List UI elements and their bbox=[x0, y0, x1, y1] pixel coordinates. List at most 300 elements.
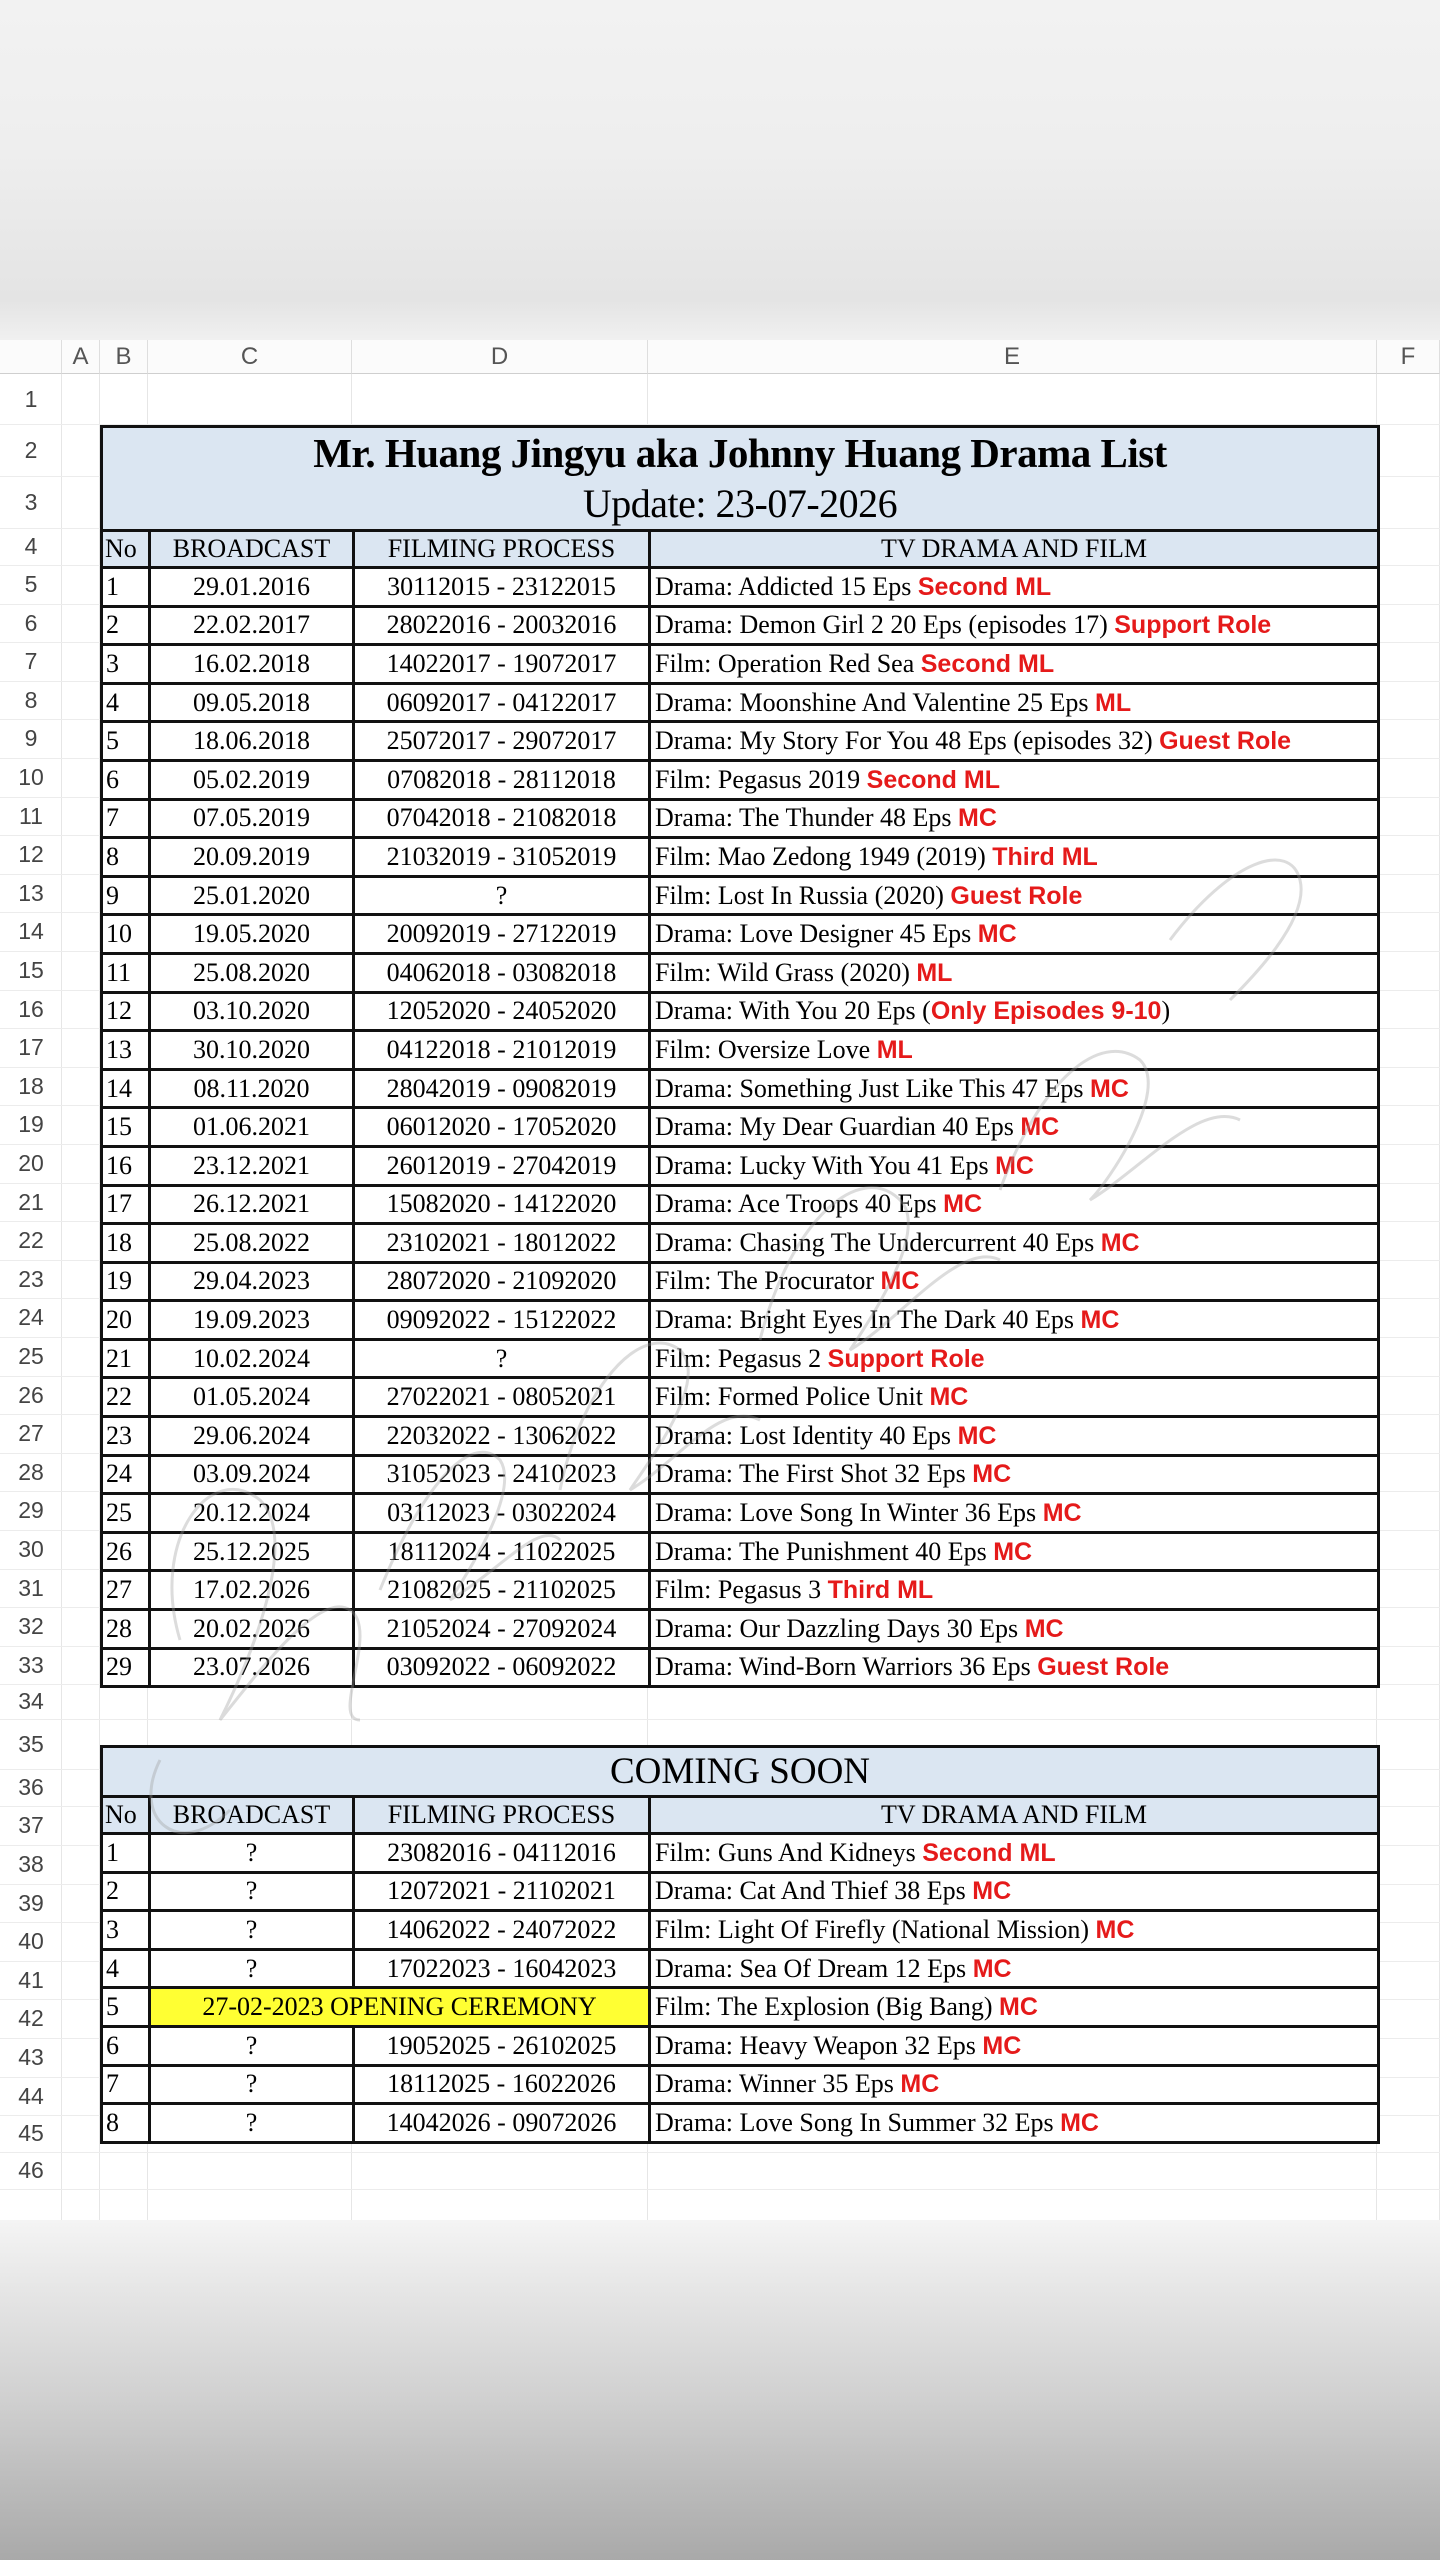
role-label: MC bbox=[1100, 1228, 1140, 1257]
cell-no[interactable]: 7 bbox=[102, 2065, 150, 2104]
cell-no[interactable]: 25 bbox=[102, 1494, 150, 1533]
table-row bbox=[102, 2104, 1379, 2143]
cell-no[interactable]: 2 bbox=[102, 606, 150, 645]
cell-title[interactable] bbox=[650, 606, 1379, 645]
cell-broadcast[interactable]: ? bbox=[150, 1834, 354, 1873]
cell-title[interactable] bbox=[650, 645, 1379, 684]
row-header[interactable]: 1 bbox=[24, 386, 38, 412]
coming-soon-table bbox=[100, 1745, 1380, 2144]
cell-title[interactable] bbox=[650, 915, 1379, 954]
cell-filming-process[interactable]: 21032019 - 31052019 bbox=[354, 838, 650, 877]
cell-title[interactable] bbox=[650, 1834, 1379, 1873]
row-header[interactable]: 25 bbox=[18, 1343, 44, 1369]
cell-title[interactable] bbox=[650, 1031, 1379, 1070]
table-row bbox=[102, 1610, 1379, 1649]
row-header[interactable]: 29 bbox=[18, 1497, 44, 1524]
cell-no[interactable]: 4 bbox=[102, 1949, 150, 1988]
table-row bbox=[102, 1834, 1379, 1873]
column-header[interactable]: C bbox=[148, 340, 352, 374]
cell-title[interactable] bbox=[650, 1648, 1379, 1687]
title-text: Drama: Lucky With You 41 Eps bbox=[655, 1150, 996, 1180]
grid-line bbox=[0, 2189, 1440, 2190]
cell-no[interactable]: 7 bbox=[102, 799, 150, 838]
cell-title[interactable] bbox=[650, 2104, 1379, 2143]
cell-filming-process[interactable]: 12052020 - 24052020 bbox=[354, 992, 650, 1031]
row-header[interactable]: 9 bbox=[24, 725, 38, 752]
cell-title[interactable] bbox=[650, 953, 1379, 992]
cell-broadcast[interactable]: 25.01.2020 bbox=[150, 876, 354, 915]
header-no: No bbox=[102, 1797, 150, 1834]
column-header[interactable]: E bbox=[648, 340, 1377, 374]
row-header[interactable]: 43 bbox=[18, 2044, 44, 2070]
cell-no[interactable]: 28 bbox=[102, 1610, 150, 1649]
role-label: MC bbox=[1042, 1499, 1082, 1528]
grid-line bbox=[0, 1719, 1440, 1720]
cell-title[interactable] bbox=[650, 838, 1379, 877]
cell-title[interactable] bbox=[650, 722, 1379, 761]
header-broadcast: BROADCAST bbox=[150, 1797, 354, 1834]
role-label: MC bbox=[982, 2031, 1022, 2060]
cell-title[interactable] bbox=[650, 1185, 1379, 1224]
row-header[interactable]: 33 bbox=[18, 1651, 44, 1678]
cell-filming-process[interactable]: 31052023 - 24102023 bbox=[354, 1455, 650, 1494]
table-row bbox=[102, 1417, 1379, 1456]
table-row bbox=[102, 1339, 1379, 1378]
cell-filming-process[interactable]: 04062018 - 03082018 bbox=[354, 953, 650, 992]
table-row bbox=[102, 1648, 1379, 1687]
cell-broadcast[interactable]: 23.07.2026 bbox=[150, 1648, 354, 1687]
table-row bbox=[102, 1262, 1379, 1301]
table-row bbox=[102, 1494, 1379, 1533]
row-header[interactable]: 34 bbox=[18, 1688, 44, 1715]
cell-title[interactable] bbox=[650, 760, 1379, 799]
role-label: Support Role bbox=[1114, 611, 1272, 640]
row-header[interactable]: 41 bbox=[18, 1966, 44, 1993]
title-text: Film: Oversize Love bbox=[655, 1034, 877, 1064]
role-label: MC bbox=[1090, 1074, 1129, 1103]
cell-no[interactable]: 23 bbox=[102, 1417, 150, 1456]
cell-broadcast[interactable]: 03.09.2024 bbox=[150, 1455, 354, 1494]
row-header[interactable]: 18 bbox=[18, 1072, 44, 1099]
cell-no[interactable]: 21 bbox=[102, 1339, 150, 1378]
cell-filming-process[interactable]: ? bbox=[354, 1339, 650, 1378]
cell-broadcast[interactable]: ? bbox=[150, 2104, 354, 2143]
title-text: Drama: Wind-Born Warriors 36 Eps bbox=[655, 1652, 1038, 1682]
cell-broadcast[interactable]: 20.12.2024 bbox=[150, 1494, 354, 1533]
table-row bbox=[102, 838, 1379, 877]
role-label: ML bbox=[916, 958, 953, 987]
role-label: MC bbox=[1080, 1306, 1120, 1335]
role-label: MC bbox=[1095, 1915, 1135, 1944]
title-suffix: ) bbox=[1161, 996, 1171, 1026]
role-label: Second ML bbox=[917, 572, 1052, 601]
role-label: MC bbox=[1060, 2108, 1099, 2137]
row-header[interactable]: 35 bbox=[18, 1731, 44, 1758]
cell-no[interactable]: 27 bbox=[102, 1571, 150, 1610]
cell-title[interactable] bbox=[650, 1262, 1379, 1301]
role-label: Guest Role bbox=[950, 881, 1083, 910]
cell-no[interactable]: 8 bbox=[102, 2104, 150, 2143]
cell-broadcast[interactable]: 23.12.2021 bbox=[150, 1146, 354, 1185]
cell-filming-process[interactable]: 03112023 - 03022024 bbox=[354, 1494, 650, 1533]
cell-no[interactable]: 2 bbox=[102, 1872, 150, 1911]
table-row bbox=[102, 1185, 1379, 1224]
role-label: MC bbox=[943, 1190, 983, 1219]
cell-no[interactable]: 5 bbox=[102, 1988, 150, 2027]
role-label: MC bbox=[977, 920, 1017, 949]
row-header[interactable]: 28 bbox=[18, 1458, 44, 1485]
cell-broadcast[interactable]: 01.05.2024 bbox=[150, 1378, 354, 1417]
cell-filming-process[interactable]: 22032022 - 13062022 bbox=[354, 1417, 650, 1456]
row-header[interactable]: 17 bbox=[18, 1034, 44, 1061]
cell-title[interactable] bbox=[650, 1224, 1379, 1263]
cell-no[interactable]: 11 bbox=[102, 953, 150, 992]
cell-no[interactable]: 6 bbox=[102, 760, 150, 799]
title-text: Film: Formed Police Unit bbox=[655, 1382, 930, 1412]
row-header[interactable]: 20 bbox=[18, 1150, 44, 1176]
cell-no[interactable]: 18 bbox=[102, 1224, 150, 1263]
cell-title[interactable] bbox=[650, 683, 1379, 722]
cell-filming-process[interactable]: 15082020 - 14122020 bbox=[354, 1185, 650, 1224]
row-header[interactable]: 42 bbox=[18, 2005, 44, 2032]
cell-no[interactable]: 8 bbox=[102, 838, 150, 877]
cell-no[interactable]: 13 bbox=[102, 1031, 150, 1070]
row-header[interactable]: 10 bbox=[18, 764, 44, 790]
title-text: Drama: My Story For You 48 Eps (episodes 32) bbox=[655, 726, 1160, 756]
column-header[interactable]: B bbox=[100, 340, 148, 374]
table-row bbox=[102, 722, 1379, 761]
cell-no[interactable]: 1 bbox=[102, 1834, 150, 1873]
title-text: Drama: Love Song In Summer 32 Eps bbox=[655, 2107, 1061, 2137]
cell-broadcast[interactable]: ? bbox=[150, 1911, 354, 1950]
title-text: Film: Pegasus 2019 bbox=[655, 764, 867, 794]
cell-filming-process[interactable]: 07082018 - 28112018 bbox=[354, 760, 650, 799]
cell-broadcast[interactable]: 10.02.2024 bbox=[150, 1339, 354, 1378]
role-label: ML bbox=[1095, 688, 1132, 717]
cell-title[interactable] bbox=[650, 1378, 1379, 1417]
table-row bbox=[102, 1069, 1379, 1108]
row-header[interactable]: 40 bbox=[18, 1928, 44, 1955]
cell-filming-process[interactable]: 14022017 - 19072017 bbox=[354, 645, 650, 684]
cell-filming-process[interactable]: 28042019 - 09082019 bbox=[354, 1069, 650, 1108]
role-label: Third ML bbox=[992, 842, 1098, 871]
cell-broadcast[interactable]: 25.12.2025 bbox=[150, 1532, 354, 1571]
table-row bbox=[102, 1455, 1379, 1494]
row-header[interactable]: 26 bbox=[18, 1381, 44, 1408]
cell-title[interactable] bbox=[650, 1069, 1379, 1108]
role-label: MC bbox=[929, 1383, 969, 1412]
cell-filming-process[interactable]: 12072021 - 21102021 bbox=[354, 1872, 650, 1911]
title-text: Film: Light Of Firefly (National Mission) bbox=[655, 1914, 1096, 1944]
table-row bbox=[102, 760, 1379, 799]
cell-no[interactable]: 16 bbox=[102, 1146, 150, 1185]
title-text: Film: The Procurator bbox=[655, 1266, 881, 1296]
cell-title[interactable] bbox=[650, 1872, 1379, 1911]
cell-title[interactable] bbox=[650, 799, 1379, 838]
update-date: Update: 23-07-2026 bbox=[102, 479, 1379, 531]
cell-broadcast[interactable]: 30.10.2020 bbox=[150, 1031, 354, 1070]
title-text: Film: The Explosion (Big Bang) bbox=[655, 1992, 1000, 2022]
column-header[interactable]: D bbox=[352, 340, 648, 374]
row-header[interactable]: 16 bbox=[18, 995, 44, 1022]
cell-broadcast[interactable]: 20.09.2019 bbox=[150, 838, 354, 877]
cell-broadcast[interactable]: 29.01.2016 bbox=[150, 568, 354, 607]
cell-title[interactable] bbox=[650, 992, 1379, 1031]
cell-filming-process[interactable]: 23082016 - 04112016 bbox=[354, 1834, 650, 1873]
table-row bbox=[102, 645, 1379, 684]
list-title: Mr. Huang Jingyu aka Johnny Huang Drama List bbox=[102, 427, 1379, 479]
cell-filming-process[interactable]: 06092017 - 04122017 bbox=[354, 683, 650, 722]
role-label: MC bbox=[972, 1954, 1012, 1983]
role-label: Guest Role bbox=[1159, 727, 1292, 756]
cell-broadcast[interactable]: ? bbox=[150, 2065, 354, 2104]
cell-broadcast[interactable]: 01.06.2021 bbox=[150, 1108, 354, 1147]
cell-filming-process[interactable]: 21052024 - 27092024 bbox=[354, 1610, 650, 1649]
title-text: Drama: With You 20 Eps ( bbox=[655, 996, 931, 1026]
row-header[interactable]: 32 bbox=[18, 1613, 44, 1640]
row-header[interactable]: 8 bbox=[24, 686, 38, 713]
cell-title[interactable] bbox=[650, 1610, 1379, 1649]
cell-filming-process[interactable]: 27022021 - 08052021 bbox=[354, 1378, 650, 1417]
cell-filming-process[interactable]: 26012019 - 27042019 bbox=[354, 1146, 650, 1185]
cell-filming-process[interactable]: 28072020 - 21092020 bbox=[354, 1262, 650, 1301]
table-row bbox=[102, 683, 1379, 722]
table-row bbox=[102, 2065, 1379, 2104]
row-header[interactable]: 37 bbox=[18, 1812, 44, 1839]
cell-broadcast[interactable]: 19.05.2020 bbox=[150, 915, 354, 954]
table-row bbox=[102, 1872, 1379, 1911]
cell-no[interactable]: 24 bbox=[102, 1455, 150, 1494]
opening-ceremony-cell[interactable]: 27-02-2023 OPENING CEREMONY bbox=[150, 1988, 650, 2027]
row-header[interactable]: 44 bbox=[18, 2082, 44, 2109]
table-row bbox=[102, 992, 1379, 1031]
header-tv-drama-and-film: TV DRAMA AND FILM bbox=[650, 1797, 1379, 1834]
row-header[interactable]: 7 bbox=[24, 648, 38, 675]
cell-filming-process[interactable]: 14042026 - 09072026 bbox=[354, 2104, 650, 2143]
cell-title[interactable] bbox=[650, 1455, 1379, 1494]
title-text: Drama: Cat And Thief 38 Eps bbox=[655, 1876, 973, 1906]
title-text: Film: Guns And Kidneys bbox=[655, 1837, 923, 1867]
role-label: ML bbox=[876, 1035, 913, 1064]
cell-filming-process[interactable]: 14062022 - 24072022 bbox=[354, 1911, 650, 1950]
row-header[interactable]: 31 bbox=[18, 1574, 44, 1601]
cell-title[interactable] bbox=[650, 1911, 1379, 1950]
title-text: Drama: Moonshine And Valentine 25 Eps bbox=[655, 687, 1096, 717]
header-filming-process: FILMING PROCESS bbox=[354, 531, 650, 568]
cell-no[interactable]: 4 bbox=[102, 683, 150, 722]
cell-broadcast[interactable]: 29.04.2023 bbox=[150, 1262, 354, 1301]
table-row bbox=[102, 1301, 1379, 1340]
cell-no[interactable]: 5 bbox=[102, 722, 150, 761]
cell-no[interactable]: 29 bbox=[102, 1648, 150, 1687]
cell-title[interactable] bbox=[650, 568, 1379, 607]
cell-no[interactable]: 6 bbox=[102, 2026, 150, 2065]
title-text: Film: Pegasus 2 bbox=[655, 1343, 828, 1373]
row-header[interactable]: 21 bbox=[18, 1188, 44, 1215]
table-row bbox=[102, 799, 1379, 838]
row-header[interactable]: 36 bbox=[18, 1774, 44, 1801]
role-label: MC bbox=[900, 2070, 940, 2099]
cell-no[interactable]: 3 bbox=[102, 645, 150, 684]
cell-filming-process[interactable]: 17022023 - 16042023 bbox=[354, 1949, 650, 1988]
role-label: MC bbox=[957, 1421, 997, 1450]
cell-title[interactable] bbox=[650, 1339, 1379, 1378]
title-text: Drama: Winner 35 Eps bbox=[655, 2069, 901, 2099]
row-header[interactable]: 11 bbox=[19, 802, 43, 829]
cell-broadcast[interactable]: 16.02.2018 bbox=[150, 645, 354, 684]
row-header[interactable]: 38 bbox=[18, 1851, 44, 1877]
role-label: Second ML bbox=[866, 765, 1000, 794]
cell-broadcast[interactable]: 20.02.2026 bbox=[150, 1610, 354, 1649]
row-header[interactable]: 5 bbox=[24, 571, 38, 597]
title-text: Film: Wild Grass (2020) bbox=[655, 957, 917, 987]
role-label: Second ML bbox=[920, 649, 1055, 678]
cell-title[interactable] bbox=[650, 1532, 1379, 1571]
cell-no[interactable]: 10 bbox=[102, 915, 150, 954]
cell-broadcast[interactable]: 09.05.2018 bbox=[150, 683, 354, 722]
cell-no[interactable]: 22 bbox=[102, 1378, 150, 1417]
cell-broadcast[interactable]: 08.11.2020 bbox=[150, 1069, 354, 1108]
role-label: Support Role bbox=[827, 1344, 985, 1373]
title-text: Drama: The Thunder 48 Eps bbox=[655, 803, 959, 833]
cell-no[interactable]: 3 bbox=[102, 1911, 150, 1950]
cell-filming-process[interactable]: 30112015 - 23122015 bbox=[354, 568, 650, 607]
table-row bbox=[102, 915, 1379, 954]
cell-filming-process[interactable]: 03092022 - 06092022 bbox=[354, 1648, 650, 1687]
table-row bbox=[102, 2026, 1379, 2065]
table-header-row bbox=[102, 531, 1379, 568]
row-header[interactable]: 30 bbox=[18, 1536, 44, 1562]
cell-no[interactable]: 17 bbox=[102, 1185, 150, 1224]
cell-filming-process[interactable]: 07042018 - 21082018 bbox=[354, 799, 650, 838]
role-label: MC bbox=[1020, 1113, 1060, 1142]
cell-filming-process[interactable]: 25072017 - 29072017 bbox=[354, 722, 650, 761]
row-header[interactable]: 23 bbox=[18, 1265, 44, 1292]
row-header[interactable]: 14 bbox=[18, 918, 44, 945]
row-header[interactable]: 2 bbox=[24, 437, 38, 463]
grid-line bbox=[0, 2152, 1440, 2153]
cell-title[interactable] bbox=[650, 1988, 1379, 2027]
cell-filming-process[interactable]: 18112025 - 16022026 bbox=[354, 2065, 650, 2104]
cell-broadcast[interactable]: ? bbox=[150, 2026, 354, 2065]
title-text: Drama: Sea Of Dream 12 Eps bbox=[655, 1953, 973, 1983]
cell-no[interactable]: 1 bbox=[102, 568, 150, 607]
column-header[interactable]: A bbox=[62, 340, 100, 374]
cell-broadcast[interactable]: 03.10.2020 bbox=[150, 992, 354, 1031]
cell-no[interactable]: 14 bbox=[102, 1069, 150, 1108]
cell-filming-process[interactable]: 28022016 - 20032016 bbox=[354, 606, 650, 645]
title-text: Film: Lost In Russia (2020) bbox=[655, 880, 951, 910]
cell-no[interactable]: 19 bbox=[102, 1262, 150, 1301]
cell-filming-process[interactable]: 19052025 - 26102025 bbox=[354, 2026, 650, 2065]
cell-title[interactable] bbox=[650, 1949, 1379, 1988]
title-text: Drama: Chasing The Undercurrent 40 Eps bbox=[655, 1227, 1101, 1257]
cell-filming-process[interactable]: ? bbox=[354, 876, 650, 915]
row-header[interactable]: 15 bbox=[18, 957, 44, 983]
spreadsheet bbox=[0, 340, 1440, 2220]
title-text: Drama: Ace Troops 40 Eps bbox=[655, 1189, 944, 1219]
row-header[interactable]: 24 bbox=[18, 1304, 44, 1331]
cell-broadcast[interactable]: 25.08.2022 bbox=[150, 1224, 354, 1263]
role-label: Only Episodes 9-10 bbox=[930, 997, 1162, 1026]
table-header-row bbox=[102, 1797, 1379, 1834]
cell-title[interactable] bbox=[650, 1108, 1379, 1147]
cell-broadcast[interactable]: ? bbox=[150, 1949, 354, 1988]
cell-no[interactable]: 15 bbox=[102, 1108, 150, 1147]
cell-title[interactable] bbox=[650, 876, 1379, 915]
cell-broadcast[interactable]: 25.08.2020 bbox=[150, 953, 354, 992]
row-header[interactable]: 6 bbox=[24, 609, 38, 636]
table-row bbox=[102, 606, 1379, 645]
cell-filming-process[interactable]: 18112024 - 11022025 bbox=[354, 1532, 650, 1571]
row-header[interactable]: 19 bbox=[18, 1111, 44, 1138]
cell-no[interactable]: 20 bbox=[102, 1301, 150, 1340]
title-text: Drama: Love Designer 45 Eps bbox=[655, 919, 978, 949]
role-label: MC bbox=[972, 1460, 1012, 1489]
cell-filming-process[interactable]: 09092022 - 15122022 bbox=[354, 1301, 650, 1340]
cell-title[interactable] bbox=[650, 1417, 1379, 1456]
row-header[interactable]: 13 bbox=[18, 879, 44, 906]
cell-broadcast[interactable]: 18.06.2018 bbox=[150, 722, 354, 761]
title-text: Drama: Addicted 15 Eps bbox=[655, 571, 918, 601]
row-header[interactable]: 4 bbox=[24, 533, 38, 559]
cell-filming-process[interactable]: 04122018 - 21012019 bbox=[354, 1031, 650, 1070]
row-header[interactable]: 39 bbox=[18, 1889, 44, 1916]
cell-broadcast[interactable]: 29.06.2024 bbox=[150, 1417, 354, 1456]
cell-broadcast[interactable]: 22.02.2017 bbox=[150, 606, 354, 645]
row-header[interactable]: 27 bbox=[18, 1420, 44, 1447]
cell-title[interactable] bbox=[650, 2026, 1379, 2065]
row-header[interactable]: 12 bbox=[18, 841, 44, 868]
select-all-corner[interactable] bbox=[0, 340, 62, 374]
cell-no[interactable]: 26 bbox=[102, 1532, 150, 1571]
cell-title[interactable] bbox=[650, 2065, 1379, 2104]
role-label: MC bbox=[999, 1993, 1038, 2022]
table-row bbox=[102, 1532, 1379, 1571]
row-header[interactable]: 3 bbox=[24, 489, 38, 515]
cell-title[interactable] bbox=[650, 1571, 1379, 1610]
cell-broadcast[interactable]: 26.12.2021 bbox=[150, 1185, 354, 1224]
cell-no[interactable]: 9 bbox=[102, 876, 150, 915]
cell-filming-process[interactable]: 23102021 - 18012022 bbox=[354, 1224, 650, 1263]
title-text: Drama: Demon Girl 2 20 Eps (episodes 17) bbox=[655, 610, 1115, 640]
cell-broadcast[interactable]: 07.05.2019 bbox=[150, 799, 354, 838]
column-header[interactable]: F bbox=[1377, 340, 1440, 374]
table-row bbox=[102, 1146, 1379, 1185]
cell-filming-process[interactable]: 21082025 - 21102025 bbox=[354, 1571, 650, 1610]
role-label: MC bbox=[958, 804, 997, 833]
role-label: Second ML bbox=[922, 1838, 1056, 1867]
title-text: Drama: Something Just Like This 47 Eps bbox=[655, 1073, 1090, 1103]
cell-broadcast[interactable]: ? bbox=[150, 1872, 354, 1911]
cell-no[interactable]: 12 bbox=[102, 992, 150, 1031]
cell-filming-process[interactable]: 06012020 - 17052020 bbox=[354, 1108, 650, 1147]
cell-title[interactable] bbox=[650, 1301, 1379, 1340]
cell-title[interactable] bbox=[650, 1494, 1379, 1533]
cell-broadcast[interactable]: 05.02.2019 bbox=[150, 760, 354, 799]
role-label: Third ML bbox=[827, 1576, 934, 1605]
cell-title[interactable] bbox=[650, 1146, 1379, 1185]
title-text: Drama: My Dear Guardian 40 Eps bbox=[655, 1112, 1021, 1142]
cell-broadcast[interactable]: 19.09.2023 bbox=[150, 1301, 354, 1340]
row-header[interactable]: 46 bbox=[18, 2157, 44, 2184]
cell-filming-process[interactable]: 20092019 - 27122019 bbox=[354, 915, 650, 954]
row-header[interactable]: 45 bbox=[18, 2120, 44, 2147]
cell-broadcast[interactable]: 17.02.2026 bbox=[150, 1571, 354, 1610]
title-text: Drama: Heavy Weapon 32 Eps bbox=[655, 2030, 983, 2060]
row-header[interactable]: 22 bbox=[18, 1227, 44, 1254]
table-row bbox=[102, 1224, 1379, 1263]
